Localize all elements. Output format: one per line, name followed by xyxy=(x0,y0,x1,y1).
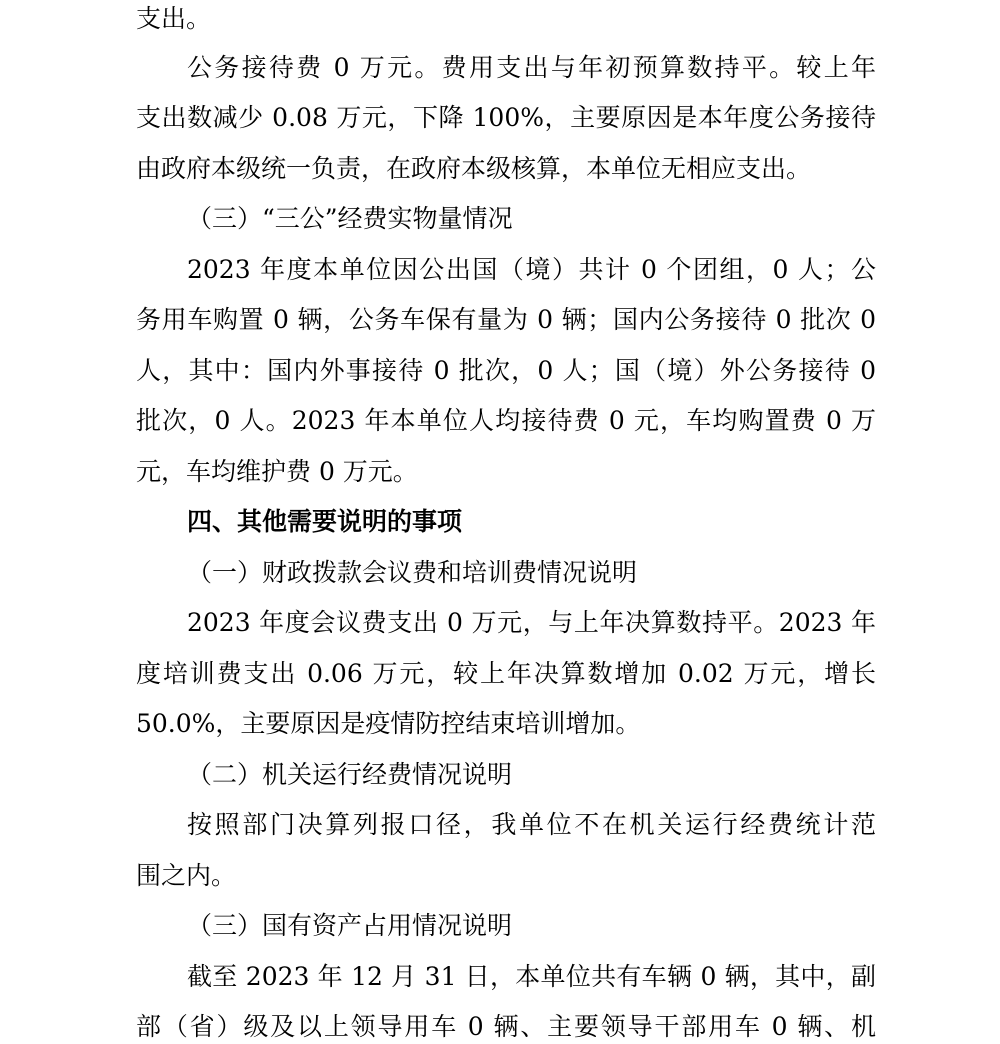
text-line: 围之内。 xyxy=(136,861,237,890)
text-line: 50.0%，主要原因是疫情防控结束培训增加。 xyxy=(136,709,641,738)
section-heading: （三）国有资产占用情况说明 xyxy=(187,911,513,940)
text-line: 部（省）级及以上领导用车 0 辆、主要领导干部用车 0 辆、机 xyxy=(136,1012,876,1041)
text-line: 支出数减少 0.08 万元，下降 100%，主要原因是本年度公务接待 xyxy=(136,103,876,132)
text-line: 人，其中：国内外事接待 0 批次，0 人；国（境）外公务接待 0 xyxy=(136,356,876,385)
paragraph-start: 2023 年度本单位因公出国（境）共计 0 个团组，0 人；公 xyxy=(187,255,876,284)
text-line: 度培训费支出 0.06 万元，较上年决算数增加 0.02 万元，增长 xyxy=(136,659,876,688)
paragraph-start: 公务接待费 0 万元。费用支出与年初预算数持平。较上年 xyxy=(187,53,876,82)
text-line: 由政府本级统一负责，在政府本级核算，本单位无相应支出。 xyxy=(136,154,812,183)
section-heading: （一）财政拨款会议费和培训费情况说明 xyxy=(187,558,638,587)
text-line: 支出。 xyxy=(136,4,212,33)
section-heading: （二）机关运行经费情况说明 xyxy=(187,760,513,789)
text-line: 元，车均维护费 0 万元。 xyxy=(136,457,418,486)
section-heading: （三）“三公”经费实物量情况 xyxy=(187,204,513,233)
text-line: 批次，0 人。2023 年本单位人均接待费 0 元，车均购置费 0 万 xyxy=(136,406,876,435)
chapter-heading: 四、其他需要说明的事项 xyxy=(187,507,463,536)
text-line: 务用车购置 0 辆，公务车保有量为 0 辆；国内公务接待 0 批次 0 xyxy=(136,305,876,334)
paragraph-start: 2023 年度会议费支出 0 万元，与上年决算数持平。2023 年 xyxy=(187,608,876,637)
paragraph-start: 按照部门决算列报口径，我单位不在机关运行经费统计范 xyxy=(187,810,876,839)
paragraph-start: 截至 2023 年 12 月 31 日，本单位共有车辆 0 辆，其中，副 xyxy=(187,962,876,991)
